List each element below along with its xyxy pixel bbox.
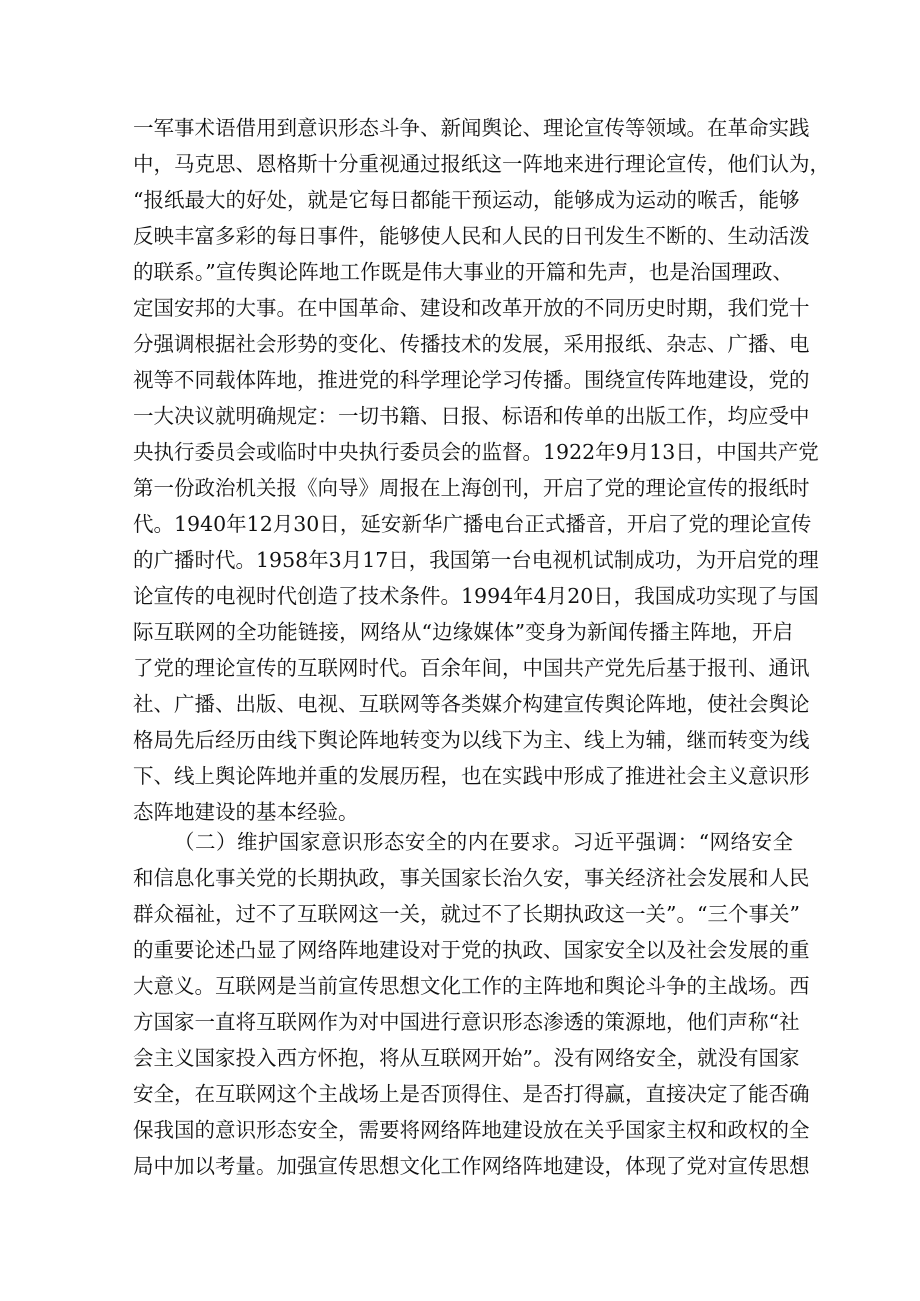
paragraph-line: 代。1940年12月30日，延安新华广播电台正式播音，开启了党的理论宣传 (133, 512, 812, 536)
paragraph-line: 大意义。互联网是当前宣传思想文化工作的主阵地和舆论斗争的主战场。西 (133, 974, 810, 998)
paragraph-line: 一大决议就明确规定：一切书籍、日报、标语和传单的出版工作，均应受中 (133, 404, 810, 428)
paragraph-line: 第一份政治机关报《向导》周报在上海创刊，开启了党的理论宣传的报纸时 (133, 476, 810, 500)
paragraph-line: 了党的理论宣传的互联网时代。百余年间，中国共产党先后基于报刊、通讯 (133, 656, 810, 680)
paragraph-line: 的重要论述凸显了网络阵地建设对于党的执政、国家安全以及社会发展的重 (133, 938, 810, 962)
paragraph-line: 反映丰富多彩的每日事件，能够使人民和人民的日刊发生不断的、生动活泼 (133, 224, 810, 248)
paragraph-line: 际互联网的全功能链接，网络从“边缘媒体”变身为新闻传播主阵地，开启 (133, 620, 793, 644)
paragraph-line: 中，马克思、恩格斯十分重视通过报纸这一阵地来进行理论宣传，他们认为， (133, 152, 830, 176)
paragraph-line: 会主义国家投入西方怀抱，将从互联网开始”。没有网络安全，就没有国家 (133, 1046, 800, 1070)
paragraph-1 (133, 110, 830, 830)
paragraph-line: 和信息化事关党的长期执政，事关国家长治久安，事关经济社会发展和人民 (133, 866, 810, 890)
paragraph-line: 的联系。”宣传舆论阵地工作既是伟大事业的开篇和先声，也是治国理政、 (133, 260, 793, 284)
paragraph-line: 群众福祉，过不了互联网这一关，就过不了长期执政这一关”。“三个事关” (133, 902, 800, 926)
paragraph-line: “报纸最大的好处，就是它每日都能干预运动，能够成为运动的喉舌，能够 (133, 188, 800, 212)
paragraph-line: 社、广播、出版、电视、互联网等各类媒介构建宣传舆论阵地，使社会舆论 (133, 692, 810, 716)
paragraph-line: 定国安邦的大事。在中国革命、建设和改革开放的不同历史时期，我们党十 (133, 296, 810, 320)
section-heading-line: （二）维护国家意识形态安全的内在要求。习近平强调：“网络安全 (174, 830, 793, 854)
paragraph-line: 视等不同载体阵地，推进党的科学理论学习传播。围绕宣传阵地建设，党的 (133, 368, 810, 392)
paragraph-line: 央执行委员会或临时中央执行委员会的监督。1922年9月13日，中国共产党 (133, 440, 819, 464)
paragraph-line: 下、线上舆论阵地并重的发展历程，也在实践中形成了推进社会主义意识形 (133, 764, 810, 788)
paragraph-line: 论宣传的电视时代创造了技术条件。1994年4月20日，我国成功实现了与国 (133, 584, 819, 608)
paragraph-line: 态阵地建设的基本经验。 (133, 800, 359, 824)
paragraph-line: 格局先后经历由线下舆论阵地转变为以线下为主、线上为辅，继而转变为线 (133, 728, 810, 752)
paragraph-line: 一军事术语借用到意识形态斗争、新闻舆论、理论宣传等领域。在革命实践 (133, 116, 810, 140)
paragraph-line: 分强调根据社会形势的变化、传播技术的发展，采用报纸、杂志、广播、电 (133, 332, 810, 356)
paragraph-2 (133, 824, 810, 1184)
paragraph-line: 方国家一直将互联网作为对中国进行意识形态渗透的策源地，他们声称“社 (133, 1010, 800, 1034)
paragraph-line: 局中加以考量。加强宣传思想文化工作网络阵地建设，体现了党对宣传思想 (133, 1154, 810, 1178)
paragraph-line: 保我国的意识形态安全，需要将网络阵地建设放在关乎国家主权和政权的全 (133, 1118, 810, 1142)
paragraph-line: 的广播时代。1958年3月17日，我国第一台电视机试制成功，为开启党的理 (133, 548, 819, 572)
paragraph-line: 安全，在互联网这个主战场上是否顶得住、是否打得赢，直接决定了能否确 (133, 1082, 810, 1106)
